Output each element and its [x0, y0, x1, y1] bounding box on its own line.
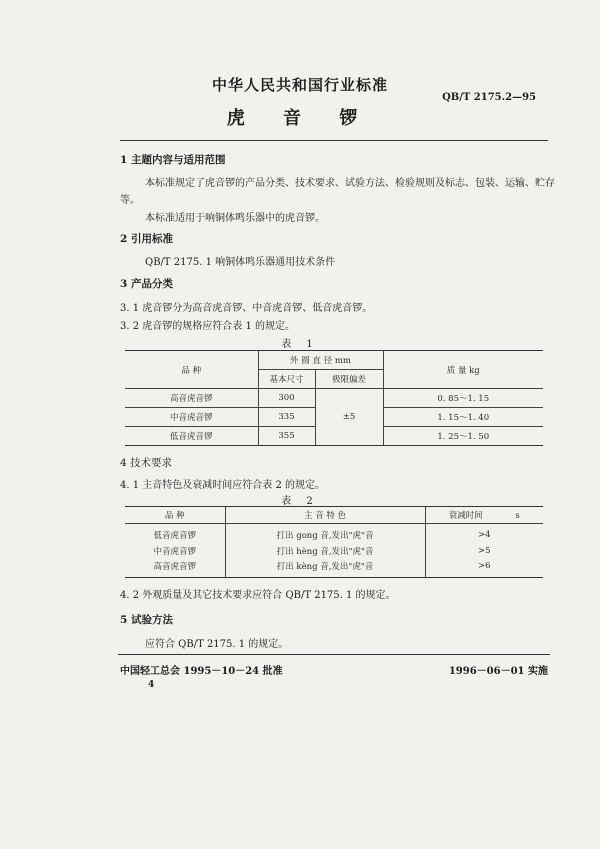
table-row	[125, 559, 543, 578]
document-title: 虎 音 锣	[226, 108, 374, 129]
table-2-cell-tone: 打出 hèng 音,发出"虎"音	[225, 543, 425, 559]
table-1-cell-basic: 335	[258, 408, 315, 427]
section-4-heading: 4 技术要求	[120, 457, 173, 469]
table-2-cell-variety: 中音虎音锣	[153, 546, 196, 557]
section-1-paragraph-1-line-1: 本标准规定了虎音锣的产品分类、技术要求、试验方法、检验规则及标志、包装、运输、贮存	[145, 178, 555, 189]
table-2-caption: 表 2	[281, 496, 319, 507]
approval-date: 中国轻工总会 1995－10－24 批准	[120, 666, 283, 677]
table-1-cell-limit: ±5	[315, 389, 383, 446]
table-2-header-decay	[425, 507, 543, 524]
header-divider	[120, 140, 548, 141]
table-1-header-mass: 质 量 kg	[383, 351, 543, 389]
table-1-header-variety: 品 种	[125, 351, 258, 389]
standard-code: QB/T 2175.2—95	[442, 92, 536, 103]
section-3-item-1: 3. 1 虎音锣分为高音虎音锣、中音虎音锣、低音虎音锣。	[120, 303, 373, 314]
table-1-header-basic-size: 基本尺寸	[258, 370, 315, 389]
table-1-header-diameter: 外 圆 直 径 mm	[258, 351, 383, 370]
section-1-heading: 1 主题内容与适用范围	[120, 154, 226, 166]
footer-divider	[118, 654, 550, 655]
section-5-paragraph: 应符合 QB/T 2175. 1 的规定。	[145, 639, 289, 650]
table-2-cell-variety: 高音虎音锣	[153, 562, 196, 573]
table-2-cell-tone: 打出 gong 音,发出"虎"音	[225, 523, 425, 543]
table-1	[125, 350, 543, 446]
section-4-item-1: 4. 1 主音特色及衰减时间应符合表 2 的规定。	[120, 480, 325, 491]
table-row	[125, 389, 543, 408]
table-1-cell-basic: 300	[258, 389, 315, 408]
table-1-cell-mass: 1. 15～1. 40	[383, 408, 543, 427]
effective-date: 1996－06－01 实施	[448, 666, 548, 677]
table-2-header-decay-unit: s	[515, 510, 520, 521]
table-2-cell-decay: >5	[425, 543, 543, 559]
table-2-cell-decay: >4	[425, 523, 543, 543]
section-5-heading: 5 试验方法	[120, 614, 173, 626]
table-1-cell-mass: 1. 25～1. 50	[383, 427, 543, 446]
table-2	[125, 506, 543, 578]
table-2-header-variety: 品 种	[164, 510, 185, 521]
table-row	[125, 543, 543, 559]
section-1-paragraph-1-line-2: 等。	[120, 195, 140, 206]
table-1-cell-variety: 高音虎音锣	[125, 389, 258, 408]
section-1-paragraph-2: 本标准适用于响铜体鸣乐器中的虎音锣。	[145, 213, 325, 224]
table-2-cell-variety: 低音虎音锣	[153, 531, 196, 542]
page-number: 4	[148, 680, 155, 690]
table-2-cell-tone: 打出 kèng 音,发出"虎"音	[225, 559, 425, 578]
table-1-caption: 表 1	[281, 339, 319, 350]
table-1-cell-variety: 中音虎音锣	[125, 408, 258, 427]
table-1-header-limit-deviation: 极限偏差	[315, 370, 383, 389]
section-3-item-2: 3. 2 虎音锣的规格应符合表 1 的规定。	[120, 321, 295, 332]
section-2-heading: 2 引用标准	[120, 233, 173, 245]
table-row	[125, 523, 543, 543]
section-3-heading: 3 产品分类	[120, 278, 173, 290]
standard-title: 中华人民共和国行业标准	[211, 76, 388, 94]
table-2-header-tone: 主 音 特 色	[225, 507, 425, 524]
section-4-item-2: 4. 2 外观质量及其它技术要求应符合 QB/T 2175. 1 的规定。	[120, 590, 396, 601]
table-1-cell-mass: 0. 85～1. 15	[383, 389, 543, 408]
table-1-cell-basic: 355	[258, 427, 315, 446]
table-2-header-decay-label: 衰减时间	[448, 510, 483, 521]
table-1-cell-variety: 低音虎音锣	[169, 432, 213, 442]
table-2-cell-decay: >6	[425, 559, 543, 578]
section-2-reference: QB/T 2175. 1 响铜体鸣乐器通用技术条件	[145, 257, 336, 268]
